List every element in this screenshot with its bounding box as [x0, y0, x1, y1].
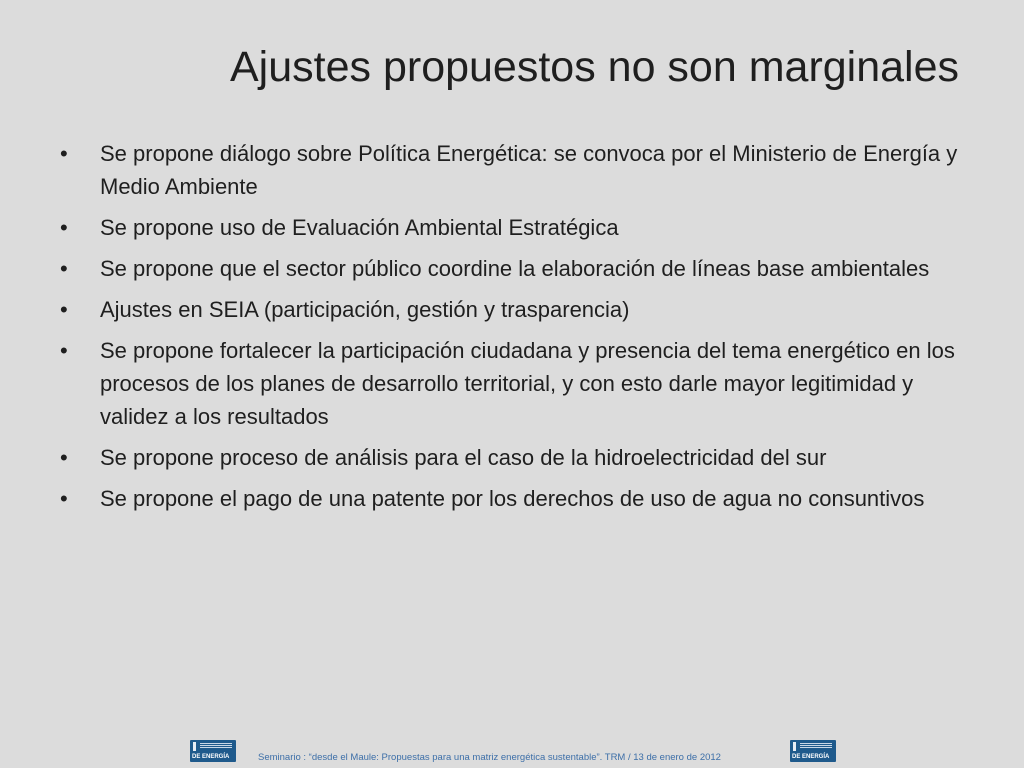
bullet-icon: • — [60, 338, 68, 363]
bullet-item — [60, 482, 960, 515]
bullet-text: Se propone que el sector público coordine la elaboración de líneas base ambientales — [100, 256, 930, 281]
bullet-item — [60, 441, 960, 474]
bullet-item — [60, 252, 960, 285]
logo-lines — [200, 743, 232, 744]
bullet-icon: • — [60, 297, 68, 322]
logo-mark — [193, 742, 196, 751]
logo-text: DE ENERGÍA — [792, 754, 830, 760]
bullet-list — [60, 137, 960, 523]
ministry-logo-left — [190, 740, 236, 762]
bullet-icon: • — [60, 141, 68, 166]
ministry-logo-right — [790, 740, 836, 762]
bullet-text: Se propone diálogo sobre Política Energética: se convoca por el Ministerio de Energía y Medio Ambiente — [100, 141, 958, 199]
bullet-text: Se propone proceso de análisis para el caso de la hidroelectricidad del sur — [100, 445, 827, 470]
bullet-icon: • — [60, 486, 68, 511]
bullet-text: Ajustes en SEIA (participación, gestión y trasparencia) — [100, 297, 630, 322]
bullet-icon: • — [60, 215, 68, 240]
bullet-item — [60, 293, 960, 326]
bullet-icon: • — [60, 256, 68, 281]
bullet-item — [60, 211, 960, 244]
logo-text: DE ENERGÍA — [192, 754, 230, 760]
bullet-text: Se propone el pago de una patente por los derechos de uso de agua no consuntivos — [100, 486, 925, 511]
bullet-icon: • — [60, 445, 68, 470]
bullet-item — [60, 137, 960, 203]
slide-title: Ajustes propuestos no son marginales — [230, 43, 960, 91]
bullet-text: Se propone uso de Evaluación Ambiental Estratégica — [100, 215, 619, 240]
logo-mark — [793, 742, 796, 751]
logo-lines — [800, 743, 832, 744]
bullet-text: Se propone fortalecer la participación ciudadana y presencia del tema energético en los procesos de los planes de desarrollo territorial, y con esto darle mayor legitimidad y validez a los resultados — [100, 338, 955, 429]
footer-caption: Seminario : “desde el Maule: Propuestas para una matriz energética sustentable”. TRM / 13 de enero de 2012 — [258, 752, 721, 763]
bullet-item — [60, 334, 960, 433]
